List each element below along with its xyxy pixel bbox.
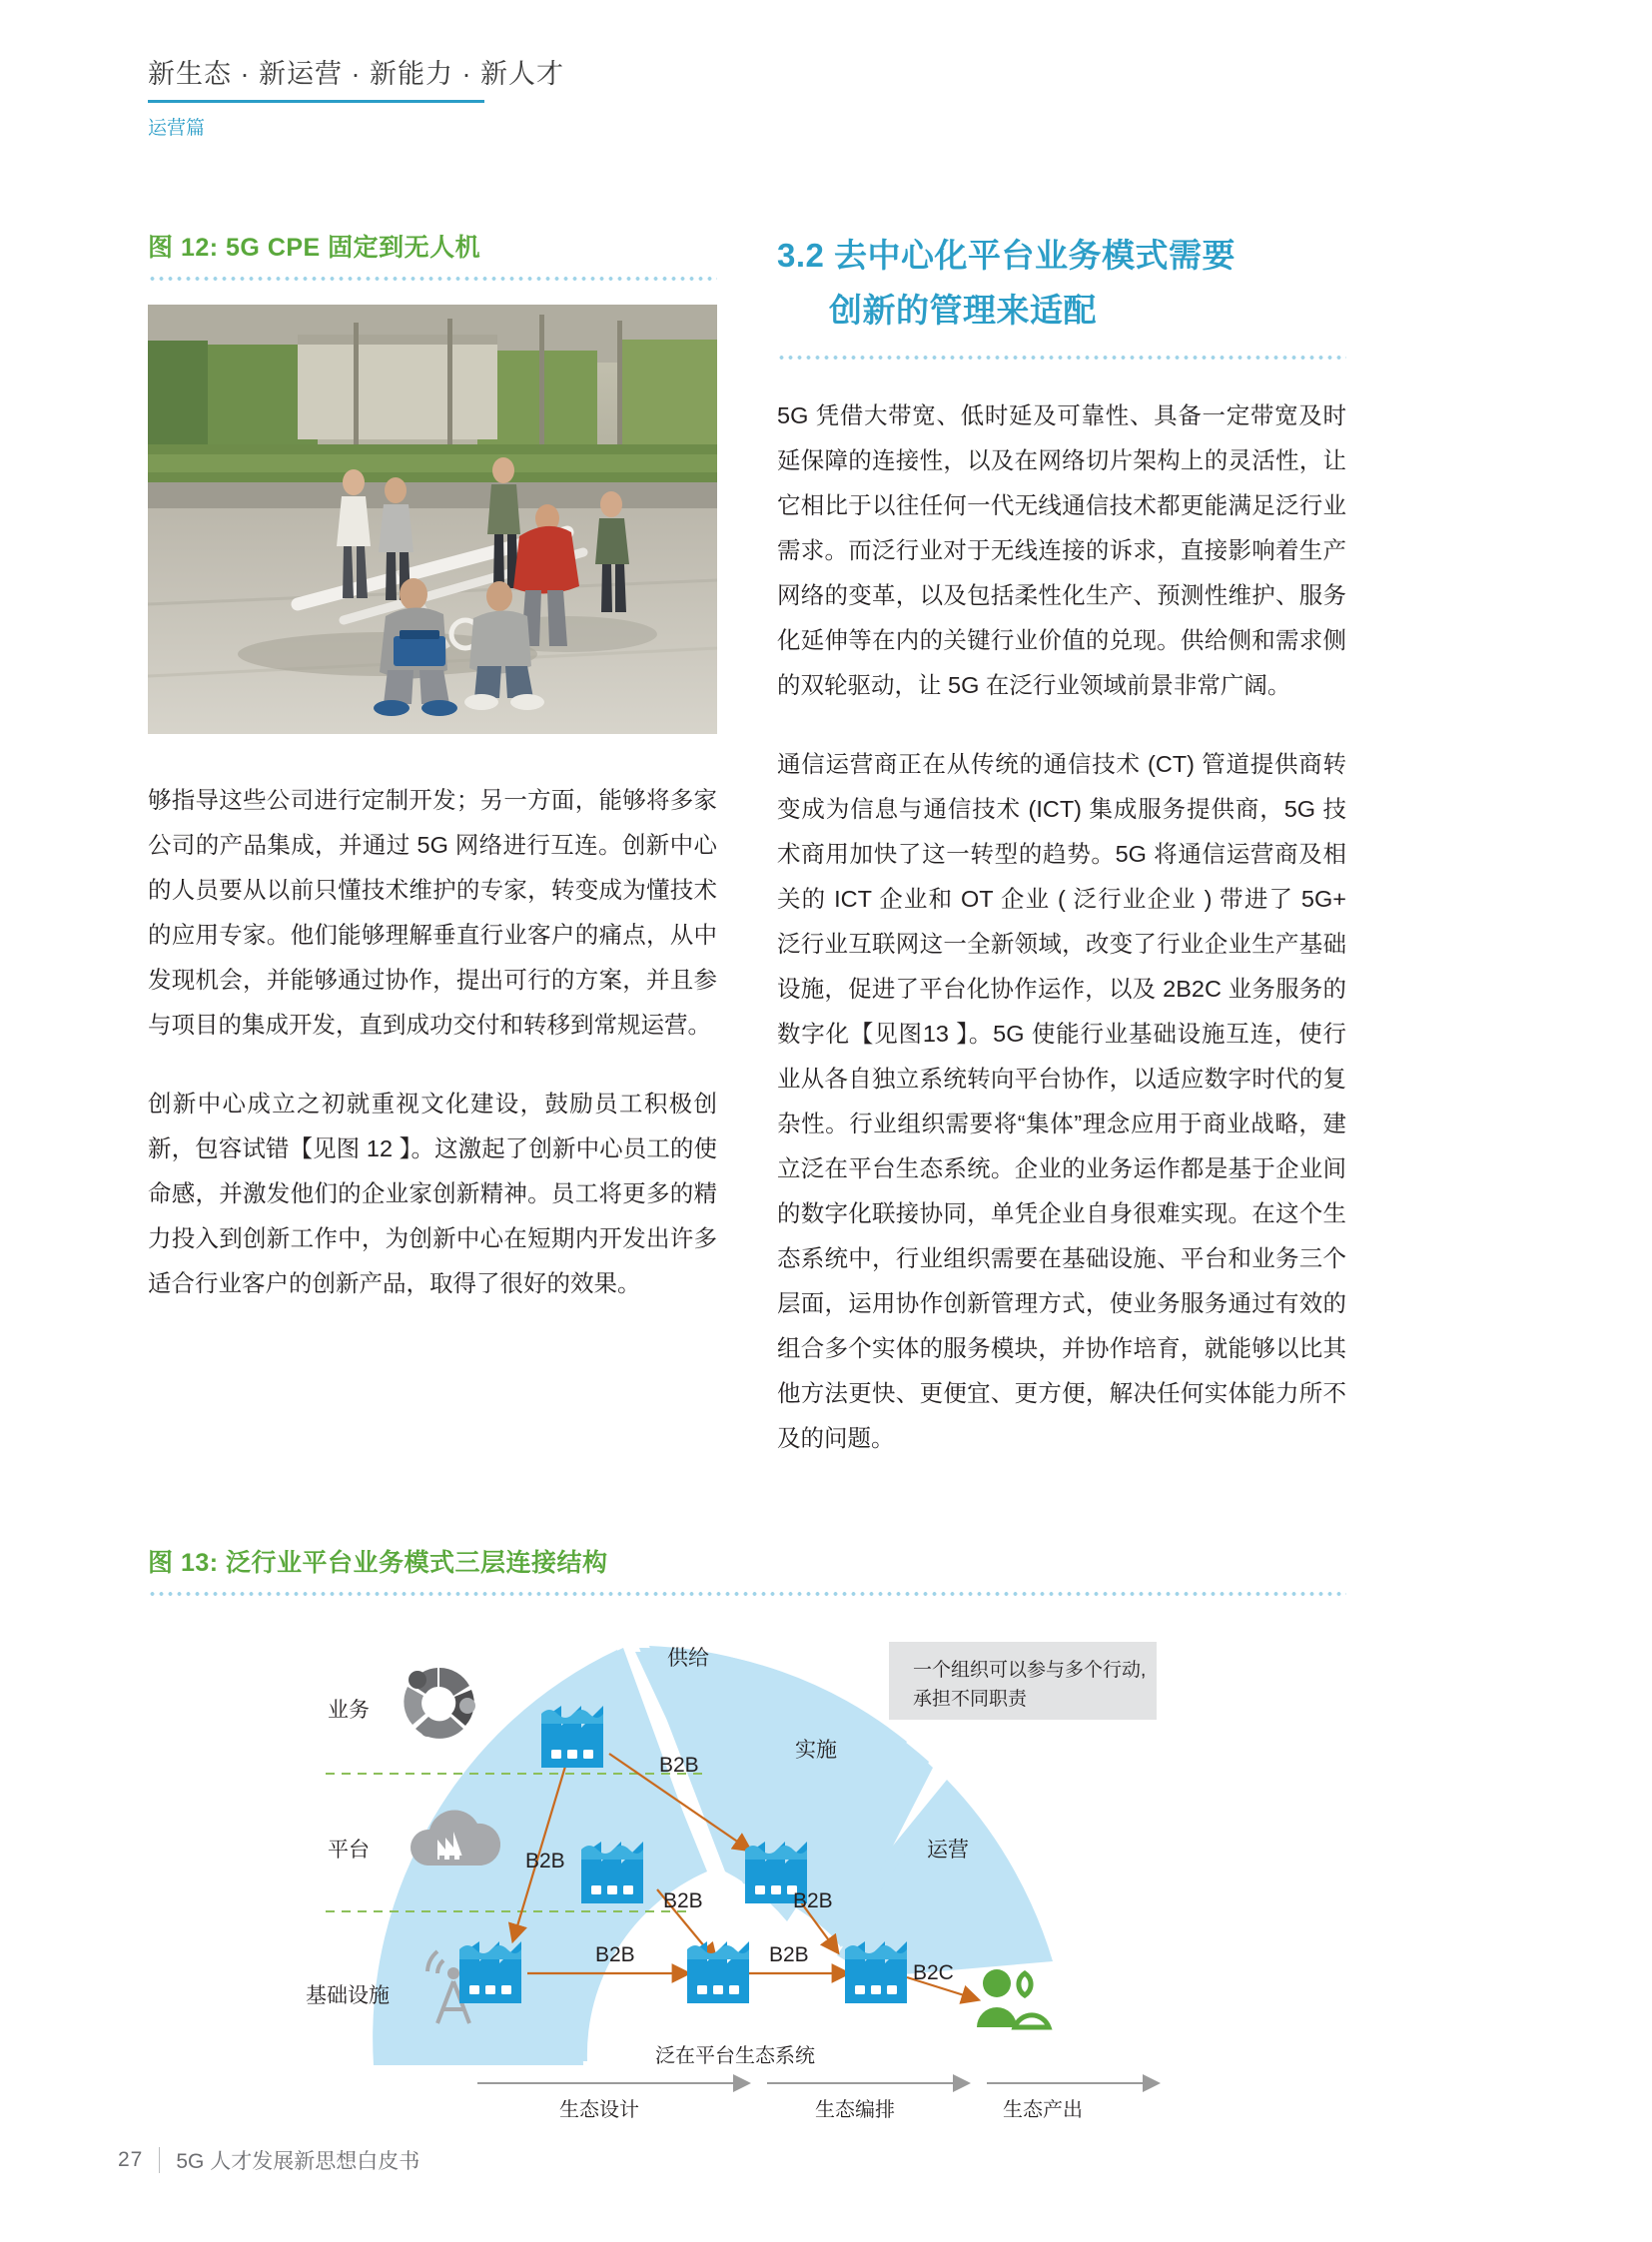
- left-paragraph-2: 创新中心成立之初就重视文化建设，鼓励员工积极创新，包容试错【见图 12 】。这激起了创新中心员工的使命感，并激发他们的企业家创新精神。员工将更多的精力投入到创新工作中，为创新中心在短期内开发出许多适合行业客户的创新产品，取得了很好的效果。: [148, 1091, 717, 1296]
- section-title-line-2: 创新的管理来适配: [829, 292, 1097, 329]
- figure-13-caption-rule: [148, 1592, 1346, 1596]
- axis-title: 泛在平台生态系统: [655, 2045, 815, 2067]
- tier-label-platform: 平台: [328, 1839, 370, 1862]
- right-column: [777, 228, 1346, 1495]
- axis-step-orchestration: 生态编排: [815, 2099, 895, 2121]
- section-number: 3.2: [777, 237, 825, 274]
- edge-label-b2b-1: B2B: [659, 1754, 699, 1777]
- page-footer: [118, 2145, 419, 2175]
- right-paragraph-2: 通信运营商正在从传统的通信技术 (CT) 管道提供商转变成为信息与通信技术 (ICT) 集成服务提供商，5G 技术商用加快了这一转型的趋势。5G 将通信运营商及相关的 ICT 企业和 OT 企业 ( 泛行业企业 ) 带进了 5G+ 泛行业互联网这一全新领域，改变了行业企业生产基础设施，促进了平台化协作运作，以及 2B2C 业务服务的数字化【见图13 】。5G 使能行业基础设施互连，使行业从各自独立系统转向平台协作，以适应数字时代的复杂性。行业组织需要将“集体”理念应用于商业战略，建立泛在平台生态系统。企业的业务运作都是基于企业间的数字化联接协同，单凭企业自身很难实现。在这个生态系统中，行业组织需要在基础设施、平台和业务三个层面，运用协作创新管理方式，使业务服务通过有效的组合多个实体的服务模块，并协作培育，就能够以比其他方法更快、更便宜、更方便，解决任何实体能力所不及的问题。: [777, 751, 1346, 1451]
- footer-document-title: 5G 人才发展新思想白皮书: [176, 2150, 420, 2173]
- figure-13-caption: 图 13: 泛行业平台业务模式三层连接结构: [148, 1549, 608, 1577]
- left-column: [148, 228, 717, 1340]
- figure-12-caption-rule: [148, 277, 717, 281]
- page-number: 27: [118, 2148, 144, 2171]
- phase-label-operation: 运营: [927, 1839, 969, 1862]
- footer-divider: [159, 2147, 160, 2173]
- callout-line-2: 承担不同职责: [913, 1689, 1028, 1710]
- edge-label-b2b-5: B2B: [793, 1889, 833, 1912]
- section-title-line-1: 去中心化平台业务模式需要: [834, 237, 1237, 274]
- figure-13-diagram: [148, 1622, 1346, 2141]
- header-title: 新生态 · 新运营 · 新能力 · 新人才: [148, 59, 564, 89]
- header-divider: [148, 100, 484, 103]
- phase-label-implementation: 实施: [795, 1739, 837, 1762]
- figure-12-photo: [148, 305, 717, 734]
- edge-label-b2b-3: B2B: [663, 1889, 703, 1912]
- callout-line-1: 一个组织可以参与多个行动,: [913, 1660, 1147, 1681]
- right-paragraph-1: 5G 凭借大带宽、低时延及可靠性、具备一定带宽及时延保障的连接性，以及在网络切片架构上的灵活性，让它相比于以往任何一代无线通信技术都更能满足泛行业需求。而泛行业对于无线连接的诉求，直接影响着生产网络的变革，以及包括柔性化生产、预测性维护、服务化延伸等在内的关键行业价值的兑现。供给侧和需求侧的双轮驱动，让 5G 在泛行业领域前景非常广阔。: [777, 402, 1346, 698]
- tier-label-infrastructure: 基础设施: [306, 1984, 390, 2007]
- figure-13: [148, 1543, 1346, 2141]
- section-heading: [777, 228, 1346, 338]
- axis-step-design: 生态设计: [559, 2099, 639, 2121]
- edge-label-b2b-2: B2B: [525, 1850, 565, 1872]
- edge-label-b2c: B2C: [913, 1961, 954, 1984]
- tier-label-business: 业务: [328, 1699, 370, 1722]
- page-header: [148, 52, 564, 140]
- figure-12-caption: 图 12: 5G CPE 固定到无人机: [148, 234, 481, 262]
- left-paragraph-1: 够指导这些公司进行定制开发；另一方面，能够将多家公司的产品集成，并通过 5G 网络进行互连。创新中心的人员要从以前只懂技术维护的专家，转变成为懂技术的应用专家。他们能够理解垂直行业客户的痛点，从中发现机会，并能够通过协作，提出可行的方案，并且参与项目的集成开发，直到成功交付和转移到常规运营。: [148, 787, 717, 1038]
- section-heading-rule: [777, 356, 1346, 360]
- figure-12-caption-block: [148, 228, 717, 281]
- axis-step-output: 生态产出: [1003, 2099, 1083, 2121]
- header-subtitle: 运营篇: [148, 118, 206, 139]
- photo-illustration: [148, 305, 717, 734]
- phase-label-supply: 供给: [667, 1647, 709, 1670]
- edge-label-b2b-4: B2B: [595, 1943, 635, 1966]
- edge-label-b2b-6: B2B: [769, 1943, 809, 1966]
- section-body: [777, 393, 1346, 1461]
- callout-text: [913, 1656, 1146, 1714]
